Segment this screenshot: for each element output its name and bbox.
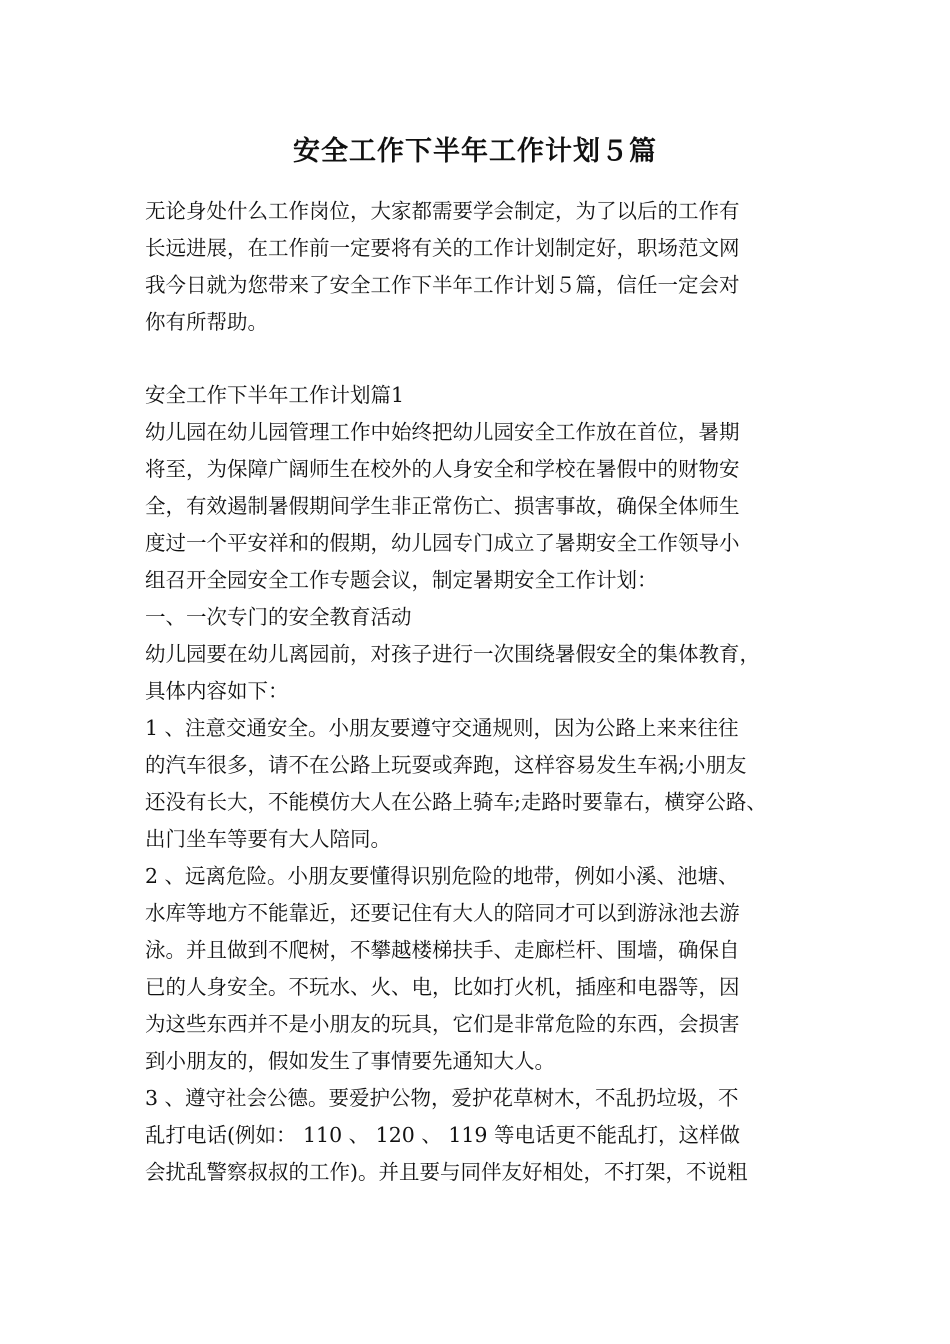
body-line: 组召开全园安全工作专题会议，制定暑期安全工作计划：	[145, 568, 658, 592]
body-line: 幼儿园要在幼儿离园前，对孩子进行一次围绕暑假安全的集体教育，	[145, 642, 760, 666]
body-line: 3 、遵守社会公德。要爱护公物，爱护花草树木，不乱扔垃圾，不	[145, 1086, 739, 1110]
body-line: 已的人身安全。不玩水、火、电，比如打火机，插座和电器等，因	[145, 975, 740, 999]
body-line: 幼儿园在幼儿园管理工作中始终把幼儿园安全工作放在首位，暑期	[145, 420, 740, 444]
subheading: 一、一次专门的安全教育活动	[145, 605, 412, 629]
body-line: 将至，为保障广阔师生在校外的人身安全和学校在暑假中的财物安	[145, 457, 740, 481]
body-line: 度过一个平安祥和的假期，幼儿园专门成立了暑期安全工作领导小	[145, 531, 740, 555]
body-line: 1 、注意交通安全。小朋友要遵守交通规则，因为公路上来来往往	[145, 716, 739, 740]
body-line: 水库等地方不能靠近，还要记住有大人的陪同才可以到游泳池去游	[145, 901, 740, 925]
intro-line: 长远进展，在工作前一定要将有关的工作计划制定好，职场范文网	[145, 236, 740, 260]
intro-line: 你有所帮助。	[145, 310, 268, 334]
intro-line: 无论身处什么工作岗位，大家都需要学会制定，为了以后的工作有	[145, 199, 740, 223]
body-line: 出门坐车等要有大人陪同。	[145, 827, 391, 851]
body-line: 乱打电话(例如： 110 、 120 、 119 等电话更不能乱打，这样做	[145, 1123, 740, 1147]
body-line: 2 、远离危险。小朋友要懂得识别危险的地带，例如小溪、池塘、	[145, 864, 739, 888]
body-line: 全，有效遏制暑假期间学生非正常伤亡、损害事故，确保全体师生	[145, 494, 740, 518]
paragraph-gap	[145, 341, 825, 377]
section-heading: 安全工作下半年工作计划篇1	[145, 383, 405, 407]
document-title: 安全工作下半年工作计划５篇	[293, 136, 657, 167]
intro-line: 我今日就为您带来了安全工作下半年工作计划５篇，信任一定会对	[145, 273, 740, 297]
document-body	[145, 193, 825, 1191]
body-line: 具体内容如下：	[145, 679, 289, 703]
body-line: 泳。并且做到不爬树，不攀越楼梯扶手、走廊栏杆、围墙，确保自	[145, 938, 740, 962]
body-line: 到小朋友的，假如发生了事情要先通知大人。	[145, 1049, 555, 1073]
body-line: 还没有长大，不能模仿大人在公路上骑车;走路时要靠右，横穿公路、	[145, 790, 767, 814]
body-line: 的汽车很多，请不在公路上玩耍或奔跑，这样容易发生车祸;小朋友	[145, 753, 747, 777]
body-line: 会扰乱警察叔叔的工作)。并且要与同伴友好相处，不打架，不说粗	[145, 1160, 748, 1184]
body-line: 为这些东西并不是小朋友的玩具，它们是非常危险的东西，会损害	[145, 1012, 740, 1036]
